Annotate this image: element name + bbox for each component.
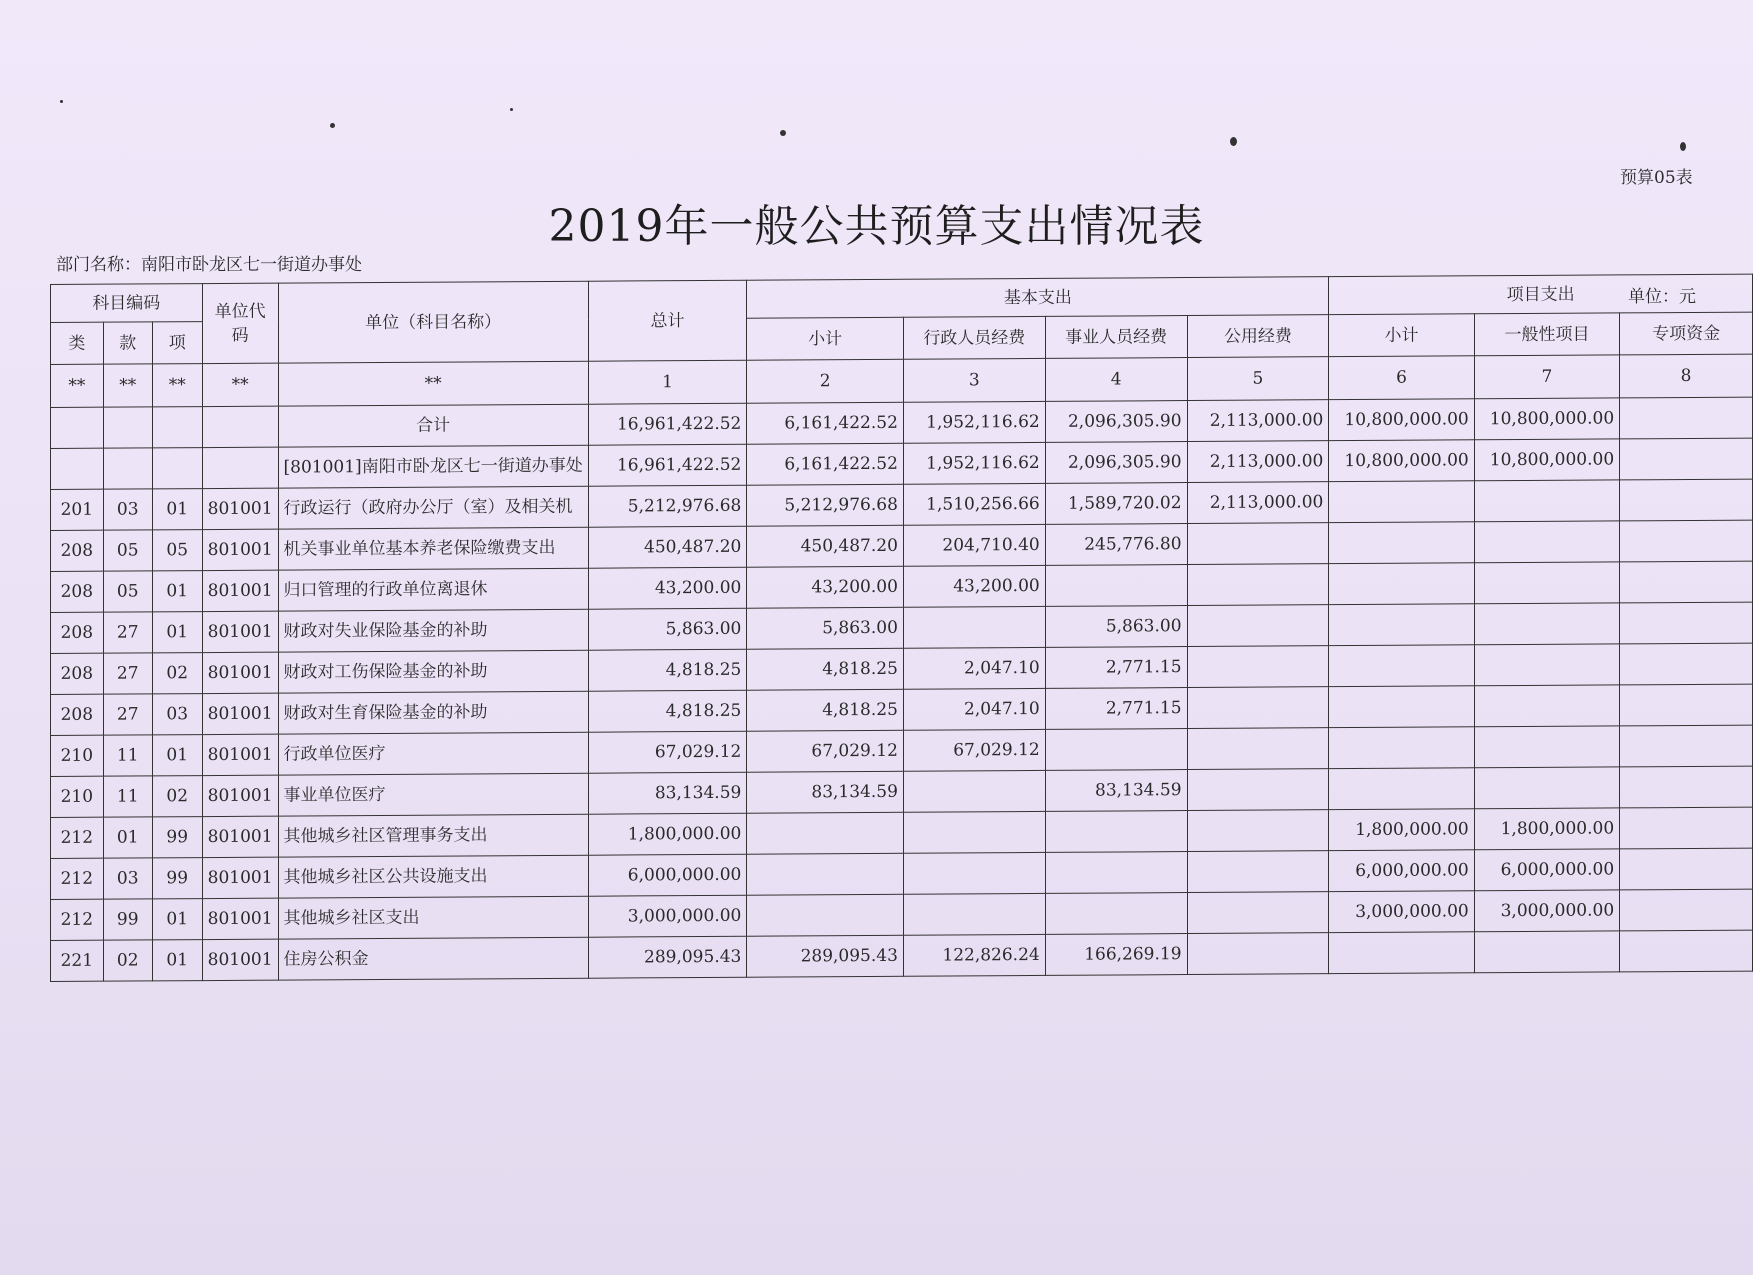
cell-project-subtotal: 6,000,000.00 <box>1329 850 1474 892</box>
cell-unit-name: 住房公积金 <box>278 937 588 980</box>
cell-basic-subtotal: 450,487.20 <box>747 525 904 567</box>
cell-project-subtotal: 1,800,000.00 <box>1329 809 1474 851</box>
cell-unit-code: 801001 <box>202 611 278 652</box>
header-unit-code: 单位代码 <box>202 283 278 363</box>
cell-lei: 212 <box>51 817 104 858</box>
cell-total: 4,818.25 <box>588 649 747 691</box>
cell-project-subtotal <box>1329 563 1474 605</box>
cell-total: 16,961,422.52 <box>588 403 747 445</box>
cell-inst-staff <box>1045 811 1187 853</box>
cell-inst-staff: 2,771.15 <box>1045 647 1187 689</box>
cell-public-funds <box>1187 810 1329 852</box>
cell-xiang <box>152 407 202 448</box>
cell-special-funds <box>1620 643 1753 685</box>
cell-special-funds <box>1620 520 1753 562</box>
cell-xiang: 02 <box>152 653 202 694</box>
cell-project-subtotal <box>1329 768 1474 810</box>
cell-xiang: 99 <box>152 817 202 858</box>
cell-project-subtotal: 3,000,000.00 <box>1329 891 1474 933</box>
cell-admin-staff <box>903 770 1045 812</box>
cell-public-funds <box>1187 933 1329 975</box>
cell-inst-staff: 5,863.00 <box>1045 606 1187 648</box>
cell-total: 43,200.00 <box>588 567 747 609</box>
cell-unit-name: 行政运行（政府办公厅（室）及相关机 <box>278 486 588 529</box>
cell-xiang: 99 <box>152 858 202 899</box>
cell-basic-subtotal: 5,212,976.68 <box>747 484 904 526</box>
cell-project-subtotal: 10,800,000.00 <box>1329 440 1474 482</box>
cell-unit-code: 801001 <box>202 816 278 857</box>
cell-general-project <box>1474 644 1619 686</box>
cell-public-funds: 2,113,000.00 <box>1187 441 1329 483</box>
cell-xiang: 01 <box>152 489 202 530</box>
cell-xiang: 01 <box>152 899 202 940</box>
cell-total: 450,487.20 <box>588 526 747 568</box>
cell-general-project: 1,800,000.00 <box>1474 808 1619 850</box>
cell-unit-name: [801001]南阳市卧龙区七一街道办事处 <box>278 445 588 488</box>
index-cell: 2 <box>747 359 904 403</box>
cell-admin-staff: 1,952,116.62 <box>903 442 1045 484</box>
cell-lei: 221 <box>51 940 104 981</box>
cell-kuan: 03 <box>103 858 152 899</box>
cell-project-subtotal <box>1329 932 1474 974</box>
cell-lei <box>51 448 104 489</box>
cell-total: 5,863.00 <box>588 608 747 650</box>
cell-special-funds <box>1620 848 1753 890</box>
header-special-funds: 专项资金 <box>1620 312 1753 355</box>
cell-xiang: 01 <box>152 940 202 981</box>
cell-unit-code: 801001 <box>202 570 278 611</box>
cell-general-project: 10,800,000.00 <box>1474 398 1619 440</box>
cell-unit-code: 801001 <box>202 734 278 775</box>
cell-kuan <box>103 407 152 448</box>
form-number: 预算05表 <box>1620 168 1693 188</box>
cell-project-subtotal: 10,800,000.00 <box>1329 399 1474 441</box>
cell-project-subtotal <box>1329 727 1474 769</box>
cell-xiang: 01 <box>152 735 202 776</box>
scan-speck <box>1230 137 1237 146</box>
cell-public-funds <box>1187 728 1329 770</box>
cell-total: 16,961,422.52 <box>588 444 747 486</box>
cell-admin-staff: 1,510,256.66 <box>903 483 1045 525</box>
cell-inst-staff <box>1045 852 1187 894</box>
cell-total: 4,818.25 <box>588 690 747 732</box>
header-subject-code: 科目编码 <box>51 284 203 323</box>
cell-special-funds <box>1620 438 1753 480</box>
cell-special-funds <box>1620 397 1753 439</box>
cell-unit-name: 机关事业单位基本养老保险缴费支出 <box>278 527 588 570</box>
cell-general-project <box>1474 562 1619 604</box>
cell-unit-code: 801001 <box>202 939 278 980</box>
header-public-funds: 公用经费 <box>1187 315 1329 358</box>
cell-kuan: 11 <box>103 776 152 817</box>
cell-admin-staff <box>903 893 1045 935</box>
cell-lei: 208 <box>51 612 104 653</box>
cell-inst-staff: 2,096,305.90 <box>1045 401 1187 443</box>
cell-unit-code: 801001 <box>202 529 278 570</box>
cell-unit-name: 其他城乡社区支出 <box>278 896 588 939</box>
cell-general-project <box>1474 480 1619 522</box>
cell-public-funds <box>1187 687 1329 729</box>
cell-admin-staff: 1,952,116.62 <box>903 401 1045 443</box>
cell-lei: 201 <box>51 489 104 530</box>
cell-xiang: 03 <box>152 694 202 735</box>
cell-general-project <box>1474 521 1619 563</box>
data-rows <box>51 397 1753 981</box>
cell-special-funds <box>1620 602 1753 644</box>
cell-public-funds <box>1187 646 1329 688</box>
cell-basic-subtotal: 4,818.25 <box>747 648 904 690</box>
cell-xiang: 01 <box>152 571 202 612</box>
cell-general-project <box>1474 931 1619 973</box>
department-name: 部门名称：南阳市卧龙区七一街道办事处 <box>56 255 362 275</box>
header-xiang: 项 <box>152 322 202 364</box>
cell-lei: 210 <box>51 735 104 776</box>
index-cell: 7 <box>1474 355 1619 399</box>
cell-total: 83,134.59 <box>588 772 747 814</box>
cell-general-project: 10,800,000.00 <box>1474 439 1619 481</box>
cell-total: 5,212,976.68 <box>588 485 747 527</box>
cell-unit-code: 801001 <box>202 857 278 898</box>
cell-lei: 208 <box>51 530 104 571</box>
cell-kuan: 99 <box>103 899 152 940</box>
cell-lei: 212 <box>51 899 104 940</box>
cell-unit-name: 合计 <box>278 404 588 447</box>
cell-public-funds <box>1187 851 1329 893</box>
cell-basic-subtotal: 6,161,422.52 <box>747 443 904 485</box>
index-cell: 1 <box>588 360 747 404</box>
header-lei: 类 <box>51 322 104 364</box>
cell-general-project <box>1474 685 1619 727</box>
cell-unit-name: 其他城乡社区管理事务支出 <box>278 814 588 857</box>
cell-general-project <box>1474 726 1619 768</box>
cell-unit-code <box>202 406 278 447</box>
cell-unit-code <box>202 447 278 488</box>
cell-kuan: 05 <box>103 530 152 571</box>
cell-project-subtotal <box>1329 686 1474 728</box>
cell-total: 3,000,000.00 <box>588 895 747 937</box>
cell-inst-staff: 245,776.80 <box>1045 524 1187 566</box>
cell-basic-subtotal: 83,134.59 <box>747 771 904 813</box>
cell-kuan: 03 <box>103 489 152 530</box>
cell-xiang <box>152 448 202 489</box>
cell-project-subtotal <box>1329 481 1474 523</box>
header-general-project: 一般性项目 <box>1474 313 1619 356</box>
page-title: 2019年一般公共预算支出情况表 <box>548 201 1205 252</box>
header-total: 总计 <box>588 280 747 361</box>
header-admin-staff: 行政人员经费 <box>903 316 1045 359</box>
cell-unit-name: 财政对失业保险基金的补助 <box>278 609 588 652</box>
cell-project-subtotal <box>1329 604 1474 646</box>
cell-public-funds <box>1187 892 1329 934</box>
cell-unit-name: 其他城乡社区公共设施支出 <box>278 855 588 898</box>
cell-admin-staff: 67,029.12 <box>903 729 1045 771</box>
cell-basic-subtotal: 43,200.00 <box>747 566 904 608</box>
cell-admin-staff: 43,200.00 <box>903 565 1045 607</box>
scan-speck <box>780 130 786 136</box>
cell-basic-subtotal: 67,029.12 <box>747 730 904 772</box>
cell-xiang: 02 <box>152 776 202 817</box>
cell-basic-subtotal: 289,095.43 <box>747 935 904 977</box>
cell-inst-staff: 1,589,720.02 <box>1045 483 1187 525</box>
cell-unit-code: 801001 <box>202 775 278 816</box>
cell-kuan: 11 <box>103 735 152 776</box>
cell-unit-name: 归口管理的行政单位离退休 <box>278 568 588 611</box>
cell-general-project <box>1474 767 1619 809</box>
cell-total: 67,029.12 <box>588 731 747 773</box>
cell-public-funds <box>1187 564 1329 606</box>
cell-unit-name: 行政单位医疗 <box>278 732 588 775</box>
cell-public-funds <box>1187 523 1329 565</box>
cell-kuan: 05 <box>103 571 152 612</box>
cell-lei: 208 <box>51 653 104 694</box>
index-cell: ** <box>152 364 202 407</box>
index-cell: 6 <box>1329 356 1474 400</box>
index-cell: ** <box>103 364 152 407</box>
cell-unit-code: 801001 <box>202 898 278 939</box>
scan-speck <box>60 100 63 103</box>
header-kuan: 款 <box>103 322 152 364</box>
cell-public-funds: 2,113,000.00 <box>1187 400 1329 442</box>
cell-admin-staff <box>903 811 1045 853</box>
cell-total: 1,800,000.00 <box>588 813 747 855</box>
cell-unit-code: 801001 <box>202 693 278 734</box>
cell-unit-name: 财政对生育保险基金的补助 <box>278 691 588 734</box>
cell-kuan: 27 <box>103 653 152 694</box>
cell-public-funds <box>1187 605 1329 647</box>
cell-unit-name: 事业单位医疗 <box>278 773 588 816</box>
cell-lei: 208 <box>51 694 104 735</box>
header-unit-name: 单位（科目名称） <box>278 281 588 363</box>
cell-special-funds <box>1620 807 1753 849</box>
cell-inst-staff: 2,096,305.90 <box>1045 442 1187 484</box>
index-cell: 4 <box>1045 358 1187 402</box>
cell-admin-staff <box>903 606 1045 648</box>
cell-total: 289,095.43 <box>588 936 747 978</box>
header-project: 项目支出 <box>1329 274 1753 315</box>
header-inst-staff: 事业人员经费 <box>1045 316 1187 359</box>
cell-special-funds <box>1620 479 1753 521</box>
cell-lei: 208 <box>51 571 104 612</box>
cell-lei: 212 <box>51 858 104 899</box>
cell-admin-staff: 204,710.40 <box>903 524 1045 566</box>
cell-inst-staff <box>1045 893 1187 935</box>
cell-inst-staff: 83,134.59 <box>1045 770 1187 812</box>
currency-unit: 单位：元 <box>1628 287 1696 307</box>
index-cell: ** <box>202 363 278 406</box>
cell-admin-staff: 2,047.10 <box>903 647 1045 689</box>
cell-special-funds <box>1620 684 1753 726</box>
scan-speck <box>330 123 335 128</box>
cell-basic-subtotal <box>747 853 904 895</box>
cell-admin-staff: 2,047.10 <box>903 688 1045 730</box>
cell-special-funds <box>1620 561 1753 603</box>
cell-public-funds <box>1187 769 1329 811</box>
cell-project-subtotal <box>1329 522 1474 564</box>
cell-unit-code: 801001 <box>202 652 278 693</box>
cell-inst-staff <box>1045 565 1187 607</box>
cell-admin-staff: 122,826.24 <box>903 934 1045 976</box>
cell-unit-code: 801001 <box>202 488 278 529</box>
cell-special-funds <box>1620 725 1753 767</box>
header-basic-subtotal: 小计 <box>747 317 904 360</box>
cell-public-funds: 2,113,000.00 <box>1187 482 1329 524</box>
scan-speck <box>1680 142 1686 151</box>
cell-xiang: 01 <box>152 612 202 653</box>
cell-lei: 210 <box>51 776 104 817</box>
cell-admin-staff <box>903 852 1045 894</box>
cell-basic-subtotal: 6,161,422.52 <box>747 402 904 444</box>
cell-basic-subtotal <box>747 894 904 936</box>
cell-inst-staff: 166,269.19 <box>1045 934 1187 976</box>
budget-table <box>50 274 1753 982</box>
cell-kuan: 02 <box>103 940 152 981</box>
cell-kuan <box>103 448 152 489</box>
scan-speck <box>510 108 513 111</box>
cell-unit-name: 财政对工伤保险基金的补助 <box>278 650 588 693</box>
cell-kuan: 01 <box>103 817 152 858</box>
cell-kuan: 27 <box>103 694 152 735</box>
index-cell: 5 <box>1187 357 1329 401</box>
cell-inst-staff <box>1045 729 1187 771</box>
cell-project-subtotal <box>1329 645 1474 687</box>
cell-kuan: 27 <box>103 612 152 653</box>
cell-special-funds <box>1620 930 1753 972</box>
header-project-subtotal: 小计 <box>1329 314 1474 357</box>
index-cell: ** <box>51 364 104 407</box>
cell-basic-subtotal: 4,818.25 <box>747 689 904 731</box>
cell-special-funds <box>1620 889 1753 931</box>
index-cell: 3 <box>903 358 1045 402</box>
cell-total: 6,000,000.00 <box>588 854 747 896</box>
cell-general-project <box>1474 603 1619 645</box>
cell-special-funds <box>1620 766 1753 808</box>
cell-inst-staff: 2,771.15 <box>1045 688 1187 730</box>
cell-basic-subtotal <box>747 812 904 854</box>
cell-general-project: 6,000,000.00 <box>1474 849 1619 891</box>
header-basic: 基本支出 <box>747 277 1329 319</box>
index-cell: ** <box>278 361 588 406</box>
cell-lei <box>51 407 104 448</box>
cell-xiang: 05 <box>152 530 202 571</box>
cell-general-project: 3,000,000.00 <box>1474 890 1619 932</box>
index-cell: 8 <box>1620 354 1753 398</box>
cell-basic-subtotal: 5,863.00 <box>747 607 904 649</box>
